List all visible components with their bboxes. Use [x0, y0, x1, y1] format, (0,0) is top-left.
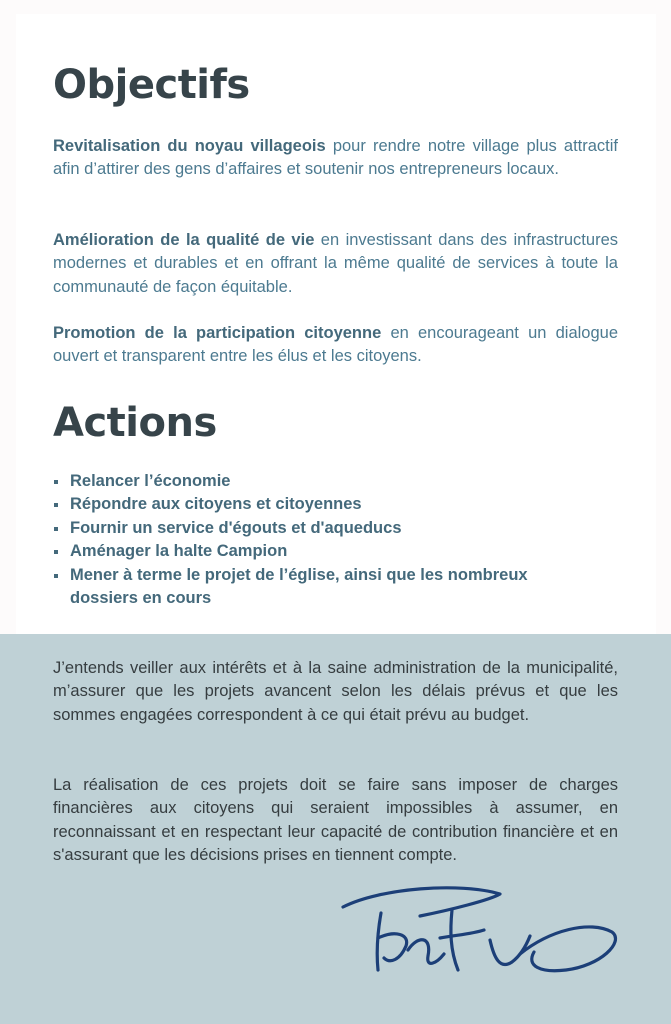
- objective-paragraph: [53, 135, 618, 182]
- objective-title: Amélioration de la qualité de vie: [53, 231, 315, 249]
- objective-text: en investissant dans des infrastructures modernes et durables et en offrant la même qualité de services à toute la communauté de façon équitable.: [53, 231, 618, 296]
- statement-paragraph: La réalisation de ces projets doit se faire sans imposer de charges financières aux citoyens qui seraient impossibles à assumer, en reconnaissant et en respectant leur capacité de contribution financière et en s'assurant que les décisions prises en tiennent compte.: [53, 776, 618, 864]
- list-item: [53, 540, 583, 563]
- actions-heading: Actions: [53, 400, 217, 446]
- objective-title: Revitalisation du noyau villageois: [53, 137, 326, 155]
- objective-title: Promotion de la participation citoyenne: [53, 324, 382, 342]
- bullet-square-icon: [54, 550, 58, 554]
- handwritten-signature: [340, 880, 620, 980]
- objective-paragraph: [53, 229, 618, 299]
- action-label: Fournir un service d'égouts et d'aqueducs: [70, 518, 402, 537]
- bullet-square-icon: [54, 527, 58, 531]
- actions-list: [53, 470, 583, 610]
- statement-paragraph: J’entends veiller aux intérêts et à la saine administration de la municipalité, m’assurer que les projets avancent selon les délais prévus et que les sommes engagées correspondent à ce qui était prévu au budget.: [53, 659, 618, 724]
- bullet-square-icon: [54, 503, 58, 507]
- list-item: [53, 470, 583, 493]
- objective-text: en encourageant un dialogue ouvert et transparent entre les élus et les citoyens.: [53, 324, 618, 366]
- list-item: [53, 493, 583, 516]
- list-item: [53, 517, 583, 540]
- objectifs-heading: Objectifs: [53, 62, 250, 108]
- action-label: Aménager la halte Campion: [70, 542, 288, 561]
- objective-paragraph: [53, 322, 618, 369]
- objective-text: pour rendre notre village plus attractif afin d’attirer des gens d’affaires et soutenir nos entrepreneurs locaux.: [53, 137, 619, 179]
- list-item: [53, 564, 583, 611]
- action-label: Relancer l’économie: [70, 472, 231, 490]
- bullet-square-icon: [54, 574, 58, 578]
- bullet-square-icon: [54, 480, 58, 484]
- action-label: Mener à terme le projet de l’église, ainsi que les nombreux dossiers en cours: [70, 565, 528, 608]
- action-label: Répondre aux citoyens et citoyennes: [70, 495, 362, 514]
